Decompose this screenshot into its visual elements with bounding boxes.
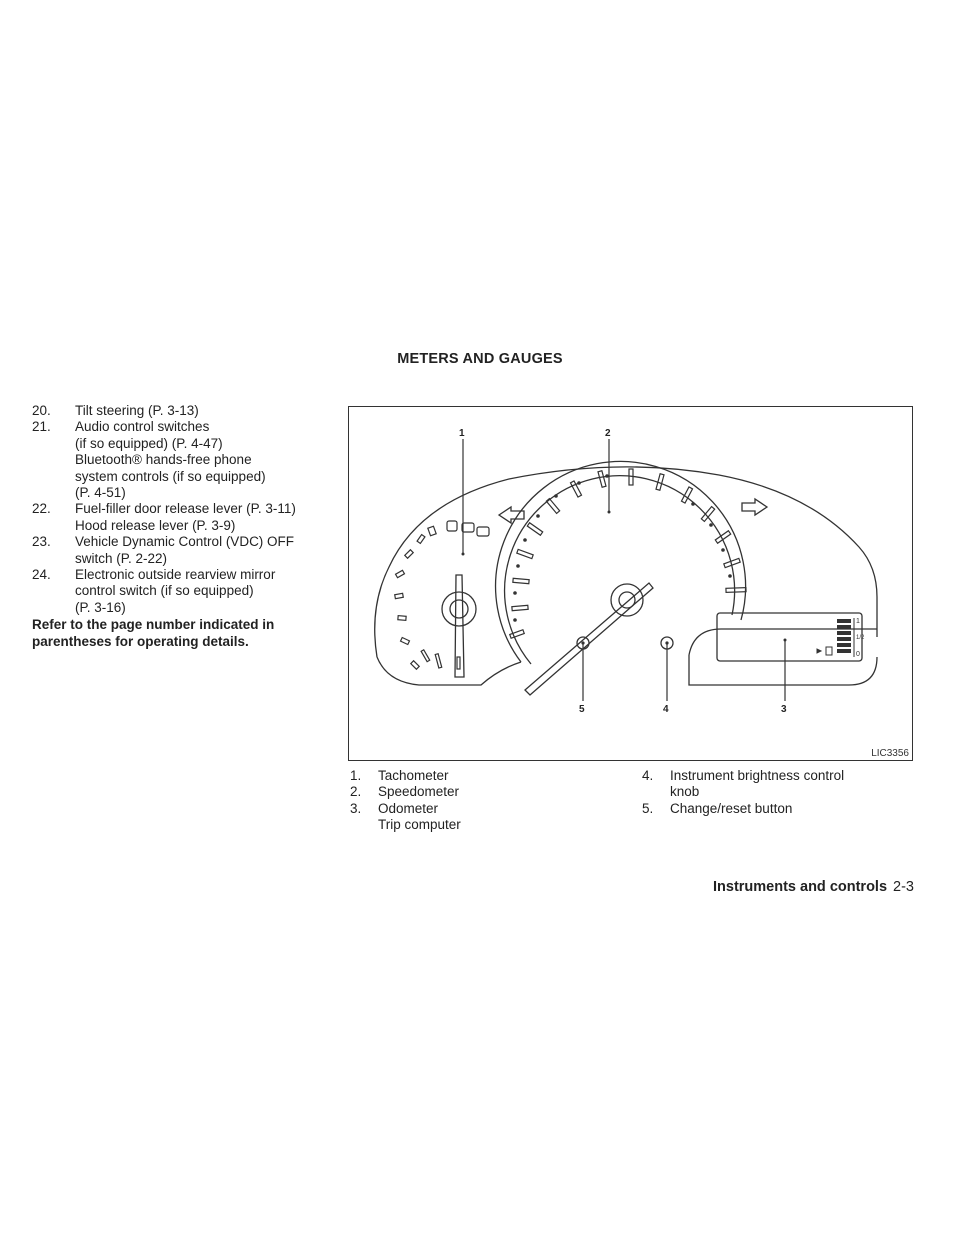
page-number: 2-3 bbox=[893, 879, 914, 895]
legend-number: 2. bbox=[350, 784, 362, 800]
instrument-cluster-figure bbox=[348, 406, 913, 761]
item-text: (P. 4-51) bbox=[75, 485, 126, 501]
list-item bbox=[32, 403, 332, 419]
legend-left bbox=[350, 768, 610, 833]
legend-item bbox=[350, 768, 610, 784]
legend-item bbox=[350, 801, 610, 834]
item-text: Electronic outside rearview mirror bbox=[75, 567, 276, 583]
callout-3: 3 bbox=[781, 704, 787, 715]
item-text: Bluetooth® hands-free phone bbox=[75, 452, 252, 468]
section-title: METERS AND GAUGES bbox=[397, 351, 563, 367]
item-number: 23. bbox=[32, 534, 51, 550]
item-text: control switch (if so equipped) bbox=[75, 583, 254, 599]
legend-text: Instrument brightness control bbox=[670, 768, 845, 783]
item-text: Audio control switches bbox=[75, 419, 210, 435]
callout-2: 2 bbox=[605, 428, 611, 439]
legend-text: Speedometer bbox=[378, 784, 460, 800]
legend-number: 4. bbox=[642, 768, 654, 783]
item-text: system controls (if so equipped) bbox=[75, 468, 266, 484]
item-text: Fuel-filler door release lever (P. 3-11) bbox=[75, 501, 296, 517]
fuel-label-half: 1/2 bbox=[856, 635, 865, 641]
item-text: Hood release lever (P. 3-9) bbox=[75, 517, 236, 533]
footer-chapter-title: Instruments and controls bbox=[713, 879, 888, 895]
item-text: Tilt steering (P. 3-13) bbox=[75, 403, 199, 418]
item-number: 22. bbox=[32, 501, 51, 517]
item-number: 21. bbox=[32, 419, 51, 435]
legend-text: Change/reset button bbox=[670, 800, 793, 816]
page-footer bbox=[713, 879, 914, 895]
item-text: (if so equipped) (P. 4-47) bbox=[75, 435, 223, 451]
legend-text: Tachometer bbox=[378, 768, 449, 783]
list-item bbox=[32, 501, 332, 534]
callout-4: 4 bbox=[663, 704, 669, 715]
legend-text: Trip computer bbox=[378, 816, 461, 832]
list-item bbox=[32, 419, 332, 501]
callout-5: 5 bbox=[579, 704, 585, 715]
figure-code: LIC3356 bbox=[871, 748, 909, 759]
legend-item bbox=[350, 784, 610, 800]
item-text: switch (P. 2-22) bbox=[75, 550, 168, 566]
item-number: 24. bbox=[32, 567, 51, 583]
item-list bbox=[32, 403, 332, 650]
operating-note: Refer to the page number indicated in parentheses for operating details. bbox=[32, 617, 275, 649]
legend-text: knob bbox=[670, 784, 700, 800]
legend-number: 5. bbox=[642, 800, 654, 816]
item-text: (P. 3-16) bbox=[75, 599, 126, 615]
legend-number: 3. bbox=[350, 800, 362, 816]
fuel-label-empty: 0 bbox=[856, 651, 860, 658]
legend-item bbox=[642, 768, 902, 801]
fuel-label-full: 1 bbox=[856, 618, 860, 625]
legend-text: Odometer bbox=[378, 800, 439, 816]
callout-1: 1 bbox=[459, 428, 465, 439]
instrument-cluster-illustration bbox=[349, 407, 912, 760]
list-item bbox=[32, 567, 332, 616]
list-item bbox=[32, 534, 332, 567]
item-number: 20. bbox=[32, 403, 51, 418]
legend-right bbox=[642, 768, 902, 817]
item-text: Vehicle Dynamic Control (VDC) OFF bbox=[75, 534, 295, 550]
legend-item bbox=[642, 801, 902, 817]
legend-number: 1. bbox=[350, 768, 362, 783]
